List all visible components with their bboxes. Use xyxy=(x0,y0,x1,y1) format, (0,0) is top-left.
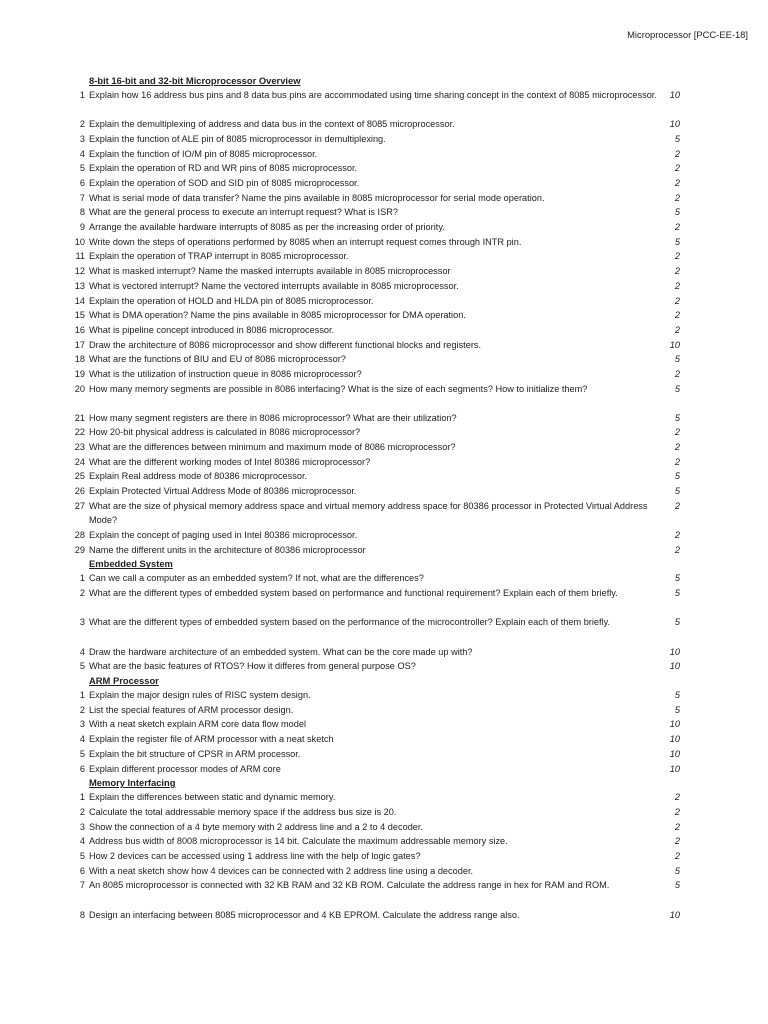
question-text: Explain different processor modes of ARM core xyxy=(89,763,281,774)
question-row xyxy=(0,264,768,279)
question-marks: 2 xyxy=(674,821,680,832)
question-marks: 10 xyxy=(669,719,680,730)
question-row xyxy=(0,147,768,162)
question-number: 1 xyxy=(79,90,85,100)
question-number: 18 xyxy=(74,354,85,365)
question-marks: 5 xyxy=(674,207,680,218)
question-row xyxy=(0,484,768,499)
question-marks: 2 xyxy=(674,280,680,291)
question-marks: 2 xyxy=(674,850,680,861)
question-number: 25 xyxy=(74,471,85,482)
question-row xyxy=(0,615,768,644)
question-number: 4 xyxy=(79,734,85,745)
question-text: Explain the operation of TRAP interrupt in 8085 microprocessor. xyxy=(89,251,349,262)
question-row xyxy=(0,864,768,879)
question-number: 2 xyxy=(79,119,85,130)
question-row xyxy=(0,382,768,397)
question-text: Draw the architecture of 8086 microprocessor and show different functional blocks and registers. xyxy=(89,339,482,350)
question-number: 2 xyxy=(79,704,85,715)
question-marks: 2 xyxy=(674,222,680,233)
question-marks: 10 xyxy=(669,748,680,759)
question-marks: 2 xyxy=(674,148,680,159)
question-number: 5 xyxy=(79,850,85,861)
question-row xyxy=(0,908,768,923)
question-text: Explain the function of ALE pin of 8085 microprocessor in demultiplexing. xyxy=(89,133,386,144)
question-row xyxy=(0,161,768,176)
question-number: 15 xyxy=(74,310,85,321)
question-number: 16 xyxy=(74,324,85,335)
question-number: 1 xyxy=(79,573,85,584)
question-marks: 10 xyxy=(669,661,680,672)
question-row xyxy=(0,323,768,338)
question-text: How 20-bit physical address is calculated in 8086 microprocessor? xyxy=(89,427,361,438)
question-row xyxy=(0,528,768,543)
question-marks: 2 xyxy=(674,368,680,379)
question-row xyxy=(0,849,768,864)
question-number: 11 xyxy=(75,251,85,262)
question-number: 8 xyxy=(79,207,85,218)
question-row xyxy=(0,820,768,835)
question-text: What are the different types of embedded system based on performance and functional requirement? Explain each of them briefly. xyxy=(89,588,618,599)
question-marks: 2 xyxy=(674,806,680,817)
question-number: 9 xyxy=(79,222,85,233)
question-text: Explain the register file of ARM processor with a neat sketch xyxy=(89,734,334,745)
question-marks: 10 xyxy=(669,119,680,130)
question-number: 8 xyxy=(79,909,85,920)
question-marks: 2 xyxy=(674,836,680,847)
question-number: 5 xyxy=(79,163,85,174)
question-text: What is masked interrupt? Name the masked interrupts available in 8085 microprocessor xyxy=(89,266,451,277)
spacer xyxy=(0,396,768,410)
question-row xyxy=(0,308,768,323)
question-row xyxy=(0,132,768,147)
question-number: 6 xyxy=(79,178,85,189)
question-text: An 8085 microprocessor is connected with 32 KB RAM and 32 KB ROM. Calculate the address range in hex for RAM and ROM. xyxy=(89,880,610,891)
question-marks: 5 xyxy=(674,412,680,423)
question-marks: 10 xyxy=(669,339,680,350)
question-row xyxy=(0,717,768,732)
question-text: How 2 devices can be accessed using 1 address line with the help of logic gates? xyxy=(89,850,421,861)
question-row xyxy=(0,220,768,235)
question-marks: 5 xyxy=(674,865,680,876)
question-text: What are the basic features of RTOS? How it differes from general purpose OS? xyxy=(89,661,416,672)
question-row xyxy=(0,191,768,206)
question-text: What are the size of physical memory address space and virtual memory address space for 80386 processor in Protected Virtual Address Mode? xyxy=(89,500,648,526)
question-text: Write down the steps of operations performed by 8085 when an interrupt request comes through INTR pin. xyxy=(89,236,522,247)
question-marks: 10 xyxy=(669,90,680,100)
question-number: 3 xyxy=(79,719,85,730)
question-marks: 10 xyxy=(669,909,680,920)
section-title-overview: 8-bit 16-bit and 32-bit Microprocessor Overview xyxy=(89,75,301,86)
question-number: 1 xyxy=(79,792,85,803)
question-row xyxy=(0,338,768,353)
question-marks: 2 xyxy=(674,792,680,803)
question-number: 10 xyxy=(74,236,85,247)
question-marks: 2 xyxy=(674,178,680,189)
question-marks: 5 xyxy=(674,383,680,394)
question-text: Calculate the total addressable memory space if the address bus size is 20. xyxy=(89,806,397,817)
question-number: 12 xyxy=(74,266,85,277)
question-text: Explain the operation of SOD and SID pin of 8085 microprocessor. xyxy=(89,178,360,189)
question-number: 2 xyxy=(79,806,85,817)
question-text: Arrange the available hardware interrupts of 8085 as per the increasing order of priority. xyxy=(89,222,445,233)
question-marks: 2 xyxy=(674,544,680,555)
question-row xyxy=(0,249,768,264)
question-number: 7 xyxy=(79,880,85,891)
question-row xyxy=(0,411,768,426)
question-row xyxy=(0,703,768,718)
question-text: Explain the operation of HOLD and HLDA pin of 8085 microprocessor. xyxy=(89,295,374,306)
question-text: How many memory segments are possible in 8086 interfacing? What is the size of each segments? How to initialize them? xyxy=(89,383,588,394)
question-marks: 5 xyxy=(674,617,680,628)
question-row xyxy=(0,176,768,191)
question-row xyxy=(0,586,768,615)
question-marks: 2 xyxy=(674,192,680,203)
question-text: Explain how 16 address bus pins and 8 data bus pins are accommodated using time sharing concept in the context of 8085 microprocessor. xyxy=(89,90,657,100)
question-text: What is vectored interrupt? Name the vectored interrupts available in 8085 microprocessor. xyxy=(89,280,459,291)
question-number: 19 xyxy=(74,368,85,379)
question-row xyxy=(0,834,768,849)
question-number: 6 xyxy=(79,865,85,876)
question-number: 4 xyxy=(79,148,85,159)
question-number: 7 xyxy=(79,192,85,203)
question-row xyxy=(0,117,768,132)
question-text: How many segment registers are there in 8086 microprocessor? What are their utilization? xyxy=(89,412,457,423)
question-text: Show the connection of a 4 byte memory with 2 address line and a 2 to 4 decoder. xyxy=(89,821,424,832)
question-text: With a neat sketch explain ARM core data flow model xyxy=(89,719,307,730)
question-marks: 5 xyxy=(674,486,680,497)
question-row xyxy=(0,571,768,586)
question-row xyxy=(0,659,768,674)
question-number: 27 xyxy=(74,500,85,511)
question-text: Explain the concept of paging used in Intel 80386 microprocessor. xyxy=(89,530,358,541)
question-text: Address bus width of 8008 microprocessor is 14 bit. Calculate the maximum addressable memory size. xyxy=(89,836,508,847)
question-row xyxy=(0,235,768,250)
question-number: 20 xyxy=(74,383,85,394)
question-text: Draw the hardware architecture of an embedded system. What can be the core made up with? xyxy=(89,646,473,657)
question-number: 17 xyxy=(74,339,85,350)
question-marks: 5 xyxy=(674,471,680,482)
section-title-embedded-system: Embedded System xyxy=(89,558,173,570)
question-text: What is serial mode of data transfer? Name the pins available in 8085 microprocessor for serial mode operation. xyxy=(89,192,545,203)
question-number: 21 xyxy=(74,412,85,423)
question-marks: 2 xyxy=(674,310,680,321)
question-number: 4 xyxy=(79,646,85,657)
question-bank xyxy=(0,74,768,922)
question-marks: 5 xyxy=(674,236,680,247)
question-number: 5 xyxy=(79,661,85,672)
question-text: Explain Real address mode of 80386 microprocessor. xyxy=(89,471,308,482)
question-marks: 5 xyxy=(674,354,680,365)
question-number: 28 xyxy=(74,530,85,541)
question-text: Explain the differences between static and dynamic memory. xyxy=(89,792,336,803)
question-marks: 2 xyxy=(674,295,680,306)
question-marks: 5 xyxy=(674,588,680,599)
question-row xyxy=(0,469,768,484)
question-marks: 2 xyxy=(674,456,680,467)
question-number: 2 xyxy=(79,588,85,599)
question-marks: 2 xyxy=(674,163,680,174)
question-row xyxy=(0,878,768,907)
question-marks: 2 xyxy=(674,266,680,277)
question-row xyxy=(0,747,768,762)
question-text: Explain the operation of RD and WR pins of 8085 microprocessor. xyxy=(89,163,358,174)
question-row xyxy=(0,88,768,117)
question-marks: 5 xyxy=(674,573,680,584)
section-title-memory-interfacing: Memory Interfacing xyxy=(89,777,176,789)
question-marks: 2 xyxy=(674,251,680,262)
question-text: Explain Protected Virtual Address Mode of 80386 microprocessor. xyxy=(89,486,357,497)
question-text: Explain the bit structure of CPSR in ARM processor. xyxy=(89,748,301,759)
question-row xyxy=(0,440,768,455)
question-marks: 5 xyxy=(674,704,680,715)
question-number: 22 xyxy=(74,427,85,438)
question-number: 29 xyxy=(74,544,85,555)
question-number: 3 xyxy=(79,821,85,832)
question-number: 26 xyxy=(74,486,85,497)
question-text: Can we call a computer as an embedded system? If not, what are the differences? xyxy=(89,573,424,584)
question-row xyxy=(0,688,768,703)
question-text: With a neat sketch show how 4 devices can be connected with 2 address line using a decoder. xyxy=(89,865,474,876)
question-marks: 5 xyxy=(674,133,680,144)
question-row xyxy=(0,279,768,294)
question-row xyxy=(0,455,768,470)
question-marks: 2 xyxy=(674,427,680,438)
question-number: 4 xyxy=(79,836,85,847)
question-row xyxy=(0,367,768,382)
question-marks: 5 xyxy=(674,880,680,891)
question-number: 14 xyxy=(74,295,85,306)
question-number: 13 xyxy=(74,280,85,291)
question-row xyxy=(0,732,768,747)
section-title-arm-processor: ARM Processor xyxy=(89,675,159,687)
question-row xyxy=(0,790,768,805)
question-number: 3 xyxy=(79,133,85,144)
question-text: What are the different types of embedded system based on the performance of the microcontroller? Explain each of them briefly. xyxy=(89,617,611,628)
question-row xyxy=(0,805,768,820)
question-marks: 2 xyxy=(674,530,680,541)
question-number: 23 xyxy=(74,442,85,453)
question-text: Name the different units in the architecture of 80386 microprocessor xyxy=(89,544,366,555)
question-row xyxy=(0,645,768,660)
question-number: 3 xyxy=(79,617,85,628)
question-marks: 10 xyxy=(669,646,680,657)
question-row xyxy=(0,543,768,558)
question-text: Explain the demultiplexing of address and data bus in the context of 8085 microprocessor. xyxy=(89,119,455,130)
question-text: Explain the major design rules of RISC system design. xyxy=(89,690,311,701)
question-text: What are the differences between minimum and maximum mode of 8086 microprocessor? xyxy=(89,442,456,453)
question-marks: 5 xyxy=(674,690,680,701)
question-row xyxy=(0,205,768,220)
question-marks: 2 xyxy=(674,442,680,453)
question-text: What is DMA operation? Name the pins available in 8085 microprocessor for DMA operation. xyxy=(89,310,466,321)
question-text: List the special features of ARM processor design. xyxy=(89,704,294,715)
question-text: What is pipeline concept introduced in 8086 microprocessor. xyxy=(89,324,335,335)
question-text: What are the general process to execute an interrupt request? What is ISR? xyxy=(89,207,398,218)
document-header: Microprocessor [PCC-EE-18] xyxy=(627,29,748,40)
question-row xyxy=(0,425,768,440)
question-number: 6 xyxy=(79,763,85,774)
question-marks: 2 xyxy=(674,500,680,511)
question-row xyxy=(0,762,768,777)
question-text: Explain the function of IO/M pin of 8085 microprocessor. xyxy=(89,148,318,159)
question-row xyxy=(0,352,768,367)
question-row xyxy=(0,499,768,528)
question-text: What are the functions of BIU and EU of 8086 microprocessor? xyxy=(89,354,346,365)
question-text: What are the different working modes of Intel 80386 microprocessor? xyxy=(89,456,371,467)
question-text: What is the utilization of instruction queue in 8086 microprocessor? xyxy=(89,368,362,379)
question-text: Design an interfacing between 8085 microprocessor and 4 KB EPROM. Calculate the address range also. xyxy=(89,909,520,920)
question-marks: 10 xyxy=(669,763,680,774)
question-number: 1 xyxy=(79,690,85,701)
question-number: 24 xyxy=(74,456,85,467)
question-row xyxy=(0,294,768,309)
question-marks: 10 xyxy=(669,734,680,745)
question-number: 5 xyxy=(79,748,85,759)
question-marks: 2 xyxy=(674,324,680,335)
